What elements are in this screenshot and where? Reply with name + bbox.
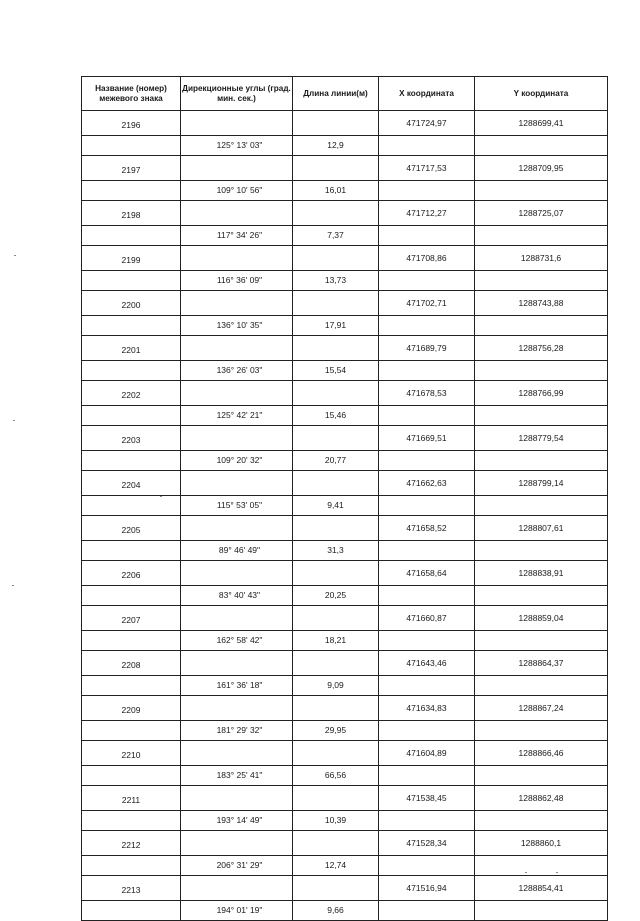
y-coordinate-cell: 1288860,1 xyxy=(475,831,608,856)
table-row-point xyxy=(82,156,608,181)
length-cell-empty xyxy=(293,831,379,856)
line-length-cell: 9,66 xyxy=(293,900,379,921)
name-cell-empty xyxy=(82,855,181,876)
line-length-cell: 9,41 xyxy=(293,495,379,516)
direction-angle-cell: 194° 01' 19" xyxy=(181,900,293,921)
point-name-cell: 2210 xyxy=(82,741,181,766)
name-cell-empty xyxy=(82,675,181,696)
line-length-cell: 18,21 xyxy=(293,630,379,651)
x-coordinate-cell: 471678,53 xyxy=(379,381,475,406)
x-coordinate-cell: 471516,94 xyxy=(379,876,475,901)
scan-speck xyxy=(14,255,16,256)
y-coordinate-cell: 1288866,46 xyxy=(475,741,608,766)
length-cell-empty xyxy=(293,876,379,901)
point-name-cell: 2209 xyxy=(82,696,181,721)
table-row-point xyxy=(82,246,608,271)
line-length-cell: 29,95 xyxy=(293,720,379,741)
length-cell-empty xyxy=(293,696,379,721)
x-coordinate-cell: 471643,46 xyxy=(379,651,475,676)
length-cell-empty xyxy=(293,381,379,406)
name-cell-empty xyxy=(82,720,181,741)
point-name-cell: 2200 xyxy=(82,291,181,316)
table-row-segment xyxy=(82,630,608,651)
angle-cell-empty xyxy=(181,426,293,451)
x-coordinate-cell: 471712,27 xyxy=(379,201,475,226)
table-row-segment xyxy=(82,450,608,471)
direction-angle-cell: 136° 26' 03" xyxy=(181,360,293,381)
y-coordinate-cell: 1288854,41 xyxy=(475,876,608,901)
length-cell-empty xyxy=(293,516,379,541)
point-name-cell: 2206 xyxy=(82,561,181,586)
direction-angle-cell: 161° 36' 18" xyxy=(181,675,293,696)
y-coordinate-cell: 1288743,88 xyxy=(475,291,608,316)
angle-cell-empty xyxy=(181,651,293,676)
x-cell-empty xyxy=(379,315,475,336)
direction-angle-cell: 109° 20' 32" xyxy=(181,450,293,471)
length-cell-empty xyxy=(293,651,379,676)
x-cell-empty xyxy=(379,495,475,516)
angle-cell-empty xyxy=(181,156,293,181)
table-row-segment xyxy=(82,585,608,606)
table-row-segment xyxy=(82,270,608,291)
point-name-cell: 2205 xyxy=(82,516,181,541)
table-row-segment xyxy=(82,360,608,381)
line-length-cell: 15,46 xyxy=(293,405,379,426)
y-cell-empty xyxy=(475,135,608,156)
table-row-point xyxy=(82,426,608,451)
name-cell-empty xyxy=(82,810,181,831)
line-length-cell: 12,9 xyxy=(293,135,379,156)
table-row-segment xyxy=(82,765,608,786)
direction-angle-cell: 181° 29' 32" xyxy=(181,720,293,741)
angle-cell-empty xyxy=(181,876,293,901)
direction-angle-cell: 115° 53' 05" xyxy=(181,495,293,516)
line-length-cell: 17,91 xyxy=(293,315,379,336)
point-name-cell: 2211 xyxy=(82,786,181,811)
table-row-point xyxy=(82,561,608,586)
table-row-point xyxy=(82,111,608,136)
table-body xyxy=(82,111,608,921)
angle-cell-empty xyxy=(181,516,293,541)
table-row-point xyxy=(82,876,608,901)
x-coordinate-cell: 471708,86 xyxy=(379,246,475,271)
name-cell-empty xyxy=(82,450,181,471)
x-coordinate-cell: 471538,45 xyxy=(379,786,475,811)
length-cell-empty xyxy=(293,111,379,136)
angle-cell-empty xyxy=(181,291,293,316)
length-cell-empty xyxy=(293,561,379,586)
y-cell-empty xyxy=(475,225,608,246)
x-cell-empty xyxy=(379,720,475,741)
table-row-segment xyxy=(82,135,608,156)
scan-speck xyxy=(160,496,162,497)
y-cell-empty xyxy=(475,405,608,426)
header-y-coordinate: Y координата xyxy=(475,77,608,111)
direction-angle-cell: 183° 25' 41" xyxy=(181,765,293,786)
x-coordinate-cell: 471660,87 xyxy=(379,606,475,631)
table-row-point xyxy=(82,831,608,856)
table-row-point xyxy=(82,201,608,226)
boundary-coordinates-table xyxy=(81,76,608,921)
table-row-point xyxy=(82,606,608,631)
point-name-cell: 2208 xyxy=(82,651,181,676)
direction-angle-cell: 125° 13' 03" xyxy=(181,135,293,156)
direction-angle-cell: 89° 46' 49" xyxy=(181,540,293,561)
document-page xyxy=(81,76,607,921)
table-row-segment xyxy=(82,675,608,696)
table-row-point xyxy=(82,516,608,541)
y-cell-empty xyxy=(475,855,608,876)
x-cell-empty xyxy=(379,405,475,426)
y-coordinate-cell: 1288731,6 xyxy=(475,246,608,271)
point-name-cell: 2204 xyxy=(82,471,181,496)
x-cell-empty xyxy=(379,540,475,561)
header-direction-angle: Дирекционные углы (град. мин. сек.) xyxy=(181,77,293,111)
y-coordinate-cell: 1288725,07 xyxy=(475,201,608,226)
x-coordinate-cell: 471724,97 xyxy=(379,111,475,136)
angle-cell-empty xyxy=(181,246,293,271)
line-length-cell: 9,09 xyxy=(293,675,379,696)
x-cell-empty xyxy=(379,225,475,246)
y-coordinate-cell: 1288699,41 xyxy=(475,111,608,136)
y-coordinate-cell: 1288838,91 xyxy=(475,561,608,586)
y-cell-empty xyxy=(475,270,608,291)
x-cell-empty xyxy=(379,180,475,201)
y-cell-empty xyxy=(475,630,608,651)
length-cell-empty xyxy=(293,336,379,361)
direction-angle-cell: 193° 14' 49" xyxy=(181,810,293,831)
name-cell-empty xyxy=(82,180,181,201)
direction-angle-cell: 162° 58' 42" xyxy=(181,630,293,651)
line-length-cell: 7,37 xyxy=(293,225,379,246)
table-row-segment xyxy=(82,495,608,516)
point-name-cell: 2202 xyxy=(82,381,181,406)
y-coordinate-cell: 1288867,24 xyxy=(475,696,608,721)
header-x-coordinate: X координата xyxy=(379,77,475,111)
x-coordinate-cell: 471702,71 xyxy=(379,291,475,316)
direction-angle-cell: 83° 40' 43" xyxy=(181,585,293,606)
name-cell-empty xyxy=(82,630,181,651)
length-cell-empty xyxy=(293,426,379,451)
point-name-cell: 2196 xyxy=(82,111,181,136)
direction-angle-cell: 116° 36' 09" xyxy=(181,270,293,291)
table-row-segment xyxy=(82,225,608,246)
table-row-segment xyxy=(82,405,608,426)
x-coordinate-cell: 471662,63 xyxy=(379,471,475,496)
line-length-cell: 20,77 xyxy=(293,450,379,471)
table-row-point xyxy=(82,786,608,811)
point-name-cell: 2199 xyxy=(82,246,181,271)
angle-cell-empty xyxy=(181,201,293,226)
line-length-cell: 13,73 xyxy=(293,270,379,291)
angle-cell-empty xyxy=(181,561,293,586)
table-row-segment xyxy=(82,855,608,876)
x-cell-empty xyxy=(379,585,475,606)
angle-cell-empty xyxy=(181,741,293,766)
x-cell-empty xyxy=(379,675,475,696)
y-coordinate-cell: 1288709,95 xyxy=(475,156,608,181)
y-cell-empty xyxy=(475,315,608,336)
x-cell-empty xyxy=(379,765,475,786)
angle-cell-empty xyxy=(181,381,293,406)
length-cell-empty xyxy=(293,741,379,766)
x-cell-empty xyxy=(379,900,475,921)
table-row-point xyxy=(82,291,608,316)
x-cell-empty xyxy=(379,855,475,876)
angle-cell-empty xyxy=(181,606,293,631)
table-row-point xyxy=(82,696,608,721)
table-row-point xyxy=(82,471,608,496)
point-name-cell: 2212 xyxy=(82,831,181,856)
table-row-segment xyxy=(82,900,608,921)
x-coordinate-cell: 471658,52 xyxy=(379,516,475,541)
table-row-point xyxy=(82,741,608,766)
name-cell-empty xyxy=(82,585,181,606)
x-cell-empty xyxy=(379,450,475,471)
name-cell-empty xyxy=(82,765,181,786)
length-cell-empty xyxy=(293,291,379,316)
y-coordinate-cell: 1288756,28 xyxy=(475,336,608,361)
table-row-segment xyxy=(82,720,608,741)
header-line-length: Длина линии(м) xyxy=(293,77,379,111)
line-length-cell: 15,54 xyxy=(293,360,379,381)
angle-cell-empty xyxy=(181,696,293,721)
point-name-cell: 2207 xyxy=(82,606,181,631)
y-cell-empty xyxy=(475,900,608,921)
point-name-cell: 2203 xyxy=(82,426,181,451)
direction-angle-cell: 136° 10' 35" xyxy=(181,315,293,336)
point-name-cell: 2197 xyxy=(82,156,181,181)
direction-angle-cell: 117° 34' 26" xyxy=(181,225,293,246)
length-cell-empty xyxy=(293,786,379,811)
y-coordinate-cell: 1288807,61 xyxy=(475,516,608,541)
scan-speck xyxy=(13,420,15,421)
line-length-cell: 31,3 xyxy=(293,540,379,561)
y-cell-empty xyxy=(475,360,608,381)
line-length-cell: 20,25 xyxy=(293,585,379,606)
y-cell-empty xyxy=(475,450,608,471)
line-length-cell: 16,01 xyxy=(293,180,379,201)
y-cell-empty xyxy=(475,810,608,831)
line-length-cell: 10,39 xyxy=(293,810,379,831)
x-cell-empty xyxy=(379,135,475,156)
table-row-segment xyxy=(82,540,608,561)
point-name-cell: 2213 xyxy=(82,876,181,901)
y-coordinate-cell: 1288864,37 xyxy=(475,651,608,676)
y-cell-empty xyxy=(475,720,608,741)
direction-angle-cell: 109° 10' 56" xyxy=(181,180,293,201)
angle-cell-empty xyxy=(181,471,293,496)
y-cell-empty xyxy=(475,765,608,786)
name-cell-empty xyxy=(82,405,181,426)
y-coordinate-cell: 1288862,48 xyxy=(475,786,608,811)
name-cell-empty xyxy=(82,900,181,921)
scan-speck xyxy=(12,585,14,586)
y-coordinate-cell: 1288779,54 xyxy=(475,426,608,451)
name-cell-empty xyxy=(82,540,181,561)
y-cell-empty xyxy=(475,675,608,696)
x-cell-empty xyxy=(379,360,475,381)
table-row-point xyxy=(82,381,608,406)
point-name-cell: 2201 xyxy=(82,336,181,361)
table-row-point xyxy=(82,336,608,361)
name-cell-empty xyxy=(82,135,181,156)
y-cell-empty xyxy=(475,585,608,606)
table-row-segment xyxy=(82,315,608,336)
name-cell-empty xyxy=(82,225,181,246)
x-cell-empty xyxy=(379,270,475,291)
table-row-segment xyxy=(82,810,608,831)
angle-cell-empty xyxy=(181,336,293,361)
y-coordinate-cell: 1288859,04 xyxy=(475,606,608,631)
x-cell-empty xyxy=(379,810,475,831)
name-cell-empty xyxy=(82,315,181,336)
x-coordinate-cell: 471634,83 xyxy=(379,696,475,721)
direction-angle-cell: 125° 42' 21" xyxy=(181,405,293,426)
angle-cell-empty xyxy=(181,786,293,811)
scan-speck xyxy=(525,872,527,873)
table-row-segment xyxy=(82,180,608,201)
x-coordinate-cell: 471689,79 xyxy=(379,336,475,361)
length-cell-empty xyxy=(293,246,379,271)
scan-speck xyxy=(556,872,558,873)
length-cell-empty xyxy=(293,156,379,181)
y-cell-empty xyxy=(475,540,608,561)
angle-cell-empty xyxy=(181,831,293,856)
x-coordinate-cell: 471717,53 xyxy=(379,156,475,181)
x-coordinate-cell: 471669,51 xyxy=(379,426,475,451)
table-row-point xyxy=(82,651,608,676)
table-header-row xyxy=(82,77,608,111)
x-coordinate-cell: 471658,64 xyxy=(379,561,475,586)
point-name-cell: 2198 xyxy=(82,201,181,226)
length-cell-empty xyxy=(293,201,379,226)
length-cell-empty xyxy=(293,471,379,496)
y-cell-empty xyxy=(475,495,608,516)
y-coordinate-cell: 1288766,99 xyxy=(475,381,608,406)
direction-angle-cell: 206° 31' 29" xyxy=(181,855,293,876)
angle-cell-empty xyxy=(181,111,293,136)
y-cell-empty xyxy=(475,180,608,201)
x-cell-empty xyxy=(379,630,475,651)
y-coordinate-cell: 1288799,14 xyxy=(475,471,608,496)
header-point-name: Название (номер) межевого знака xyxy=(82,77,181,111)
name-cell-empty xyxy=(82,360,181,381)
name-cell-empty xyxy=(82,495,181,516)
x-coordinate-cell: 471604,89 xyxy=(379,741,475,766)
name-cell-empty xyxy=(82,270,181,291)
line-length-cell: 66,56 xyxy=(293,765,379,786)
line-length-cell: 12,74 xyxy=(293,855,379,876)
x-coordinate-cell: 471528,34 xyxy=(379,831,475,856)
length-cell-empty xyxy=(293,606,379,631)
